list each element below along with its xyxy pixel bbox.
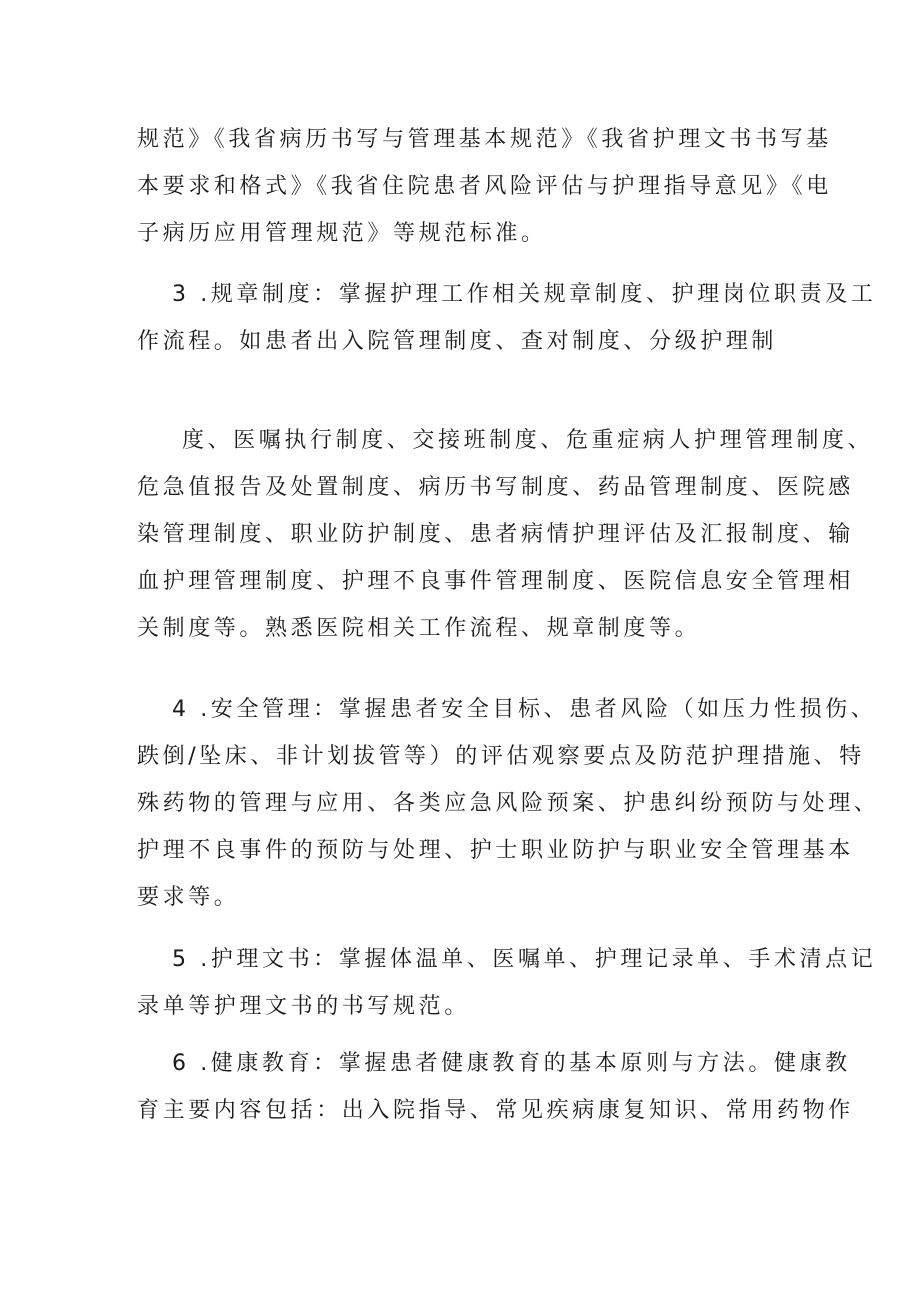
section-heading-line: 6 .健康教育：掌握患者健康教育的基本原则与方法。健康教 xyxy=(172,1051,851,1076)
text-line: 规范》《我省病历书写与管理基本规范》《我省护理文书书写基 xyxy=(137,127,832,152)
text-line: 子病历应用管理规范》等规范标准。 xyxy=(137,221,547,246)
section-heading-line: 5 .护理文书：掌握体温单、医嘱单、护理记录单、手术清点记 xyxy=(172,947,877,972)
text-line: 护理不良事件的预防与处理、护士职业防护与职业安全管理基本 xyxy=(137,838,854,863)
text-line: 度、医嘱执行制度、交接班制度、危重症病人护理管理制度、 xyxy=(182,428,874,453)
paragraph-norms-continued xyxy=(137,116,832,257)
text-line: 作流程。如患者出入院管理制度、查对制度、分级护理制 xyxy=(137,329,778,354)
text-line: 跌倒/坠床、非计划拔管等）的评估观察要点及防范护理措施、特 xyxy=(137,744,865,769)
section-heading-line: 4 .安全管理：掌握患者安全目标、患者风险（如压力性损伤、 xyxy=(172,697,877,722)
text-line: 育主要内容包括：出入院指导、常见疾病康复知识、常用药物作 xyxy=(137,1098,854,1123)
paragraph-section-6 xyxy=(137,1040,854,1134)
text-line: 录单等护理文书的书写规范。 xyxy=(137,994,470,1019)
paragraph-section-3-continued xyxy=(137,417,874,652)
paragraph-section-4 xyxy=(137,686,880,921)
text-line: 关制度等。熟悉医院相关工作流程、规章制度等。 xyxy=(137,616,701,641)
text-line: 殊药物的管理与应用、各类应急风险预案、护患纠纷预防与处理、 xyxy=(137,791,880,816)
paragraph-section-3 xyxy=(137,271,877,365)
text-line: 危急值报告及处置制度、病历书写制度、药品管理制度、医院感 xyxy=(137,475,854,500)
text-line: 血护理管理制度、护理不良事件管理制度、医院信息安全管理相 xyxy=(137,569,854,594)
section-heading-line: 3 .规章制度：掌握护理工作相关规章制度、护理岗位职责及工 xyxy=(172,282,877,307)
paragraph-section-5 xyxy=(137,936,877,1030)
text-line: 染管理制度、职业防护制度、患者病情护理评估及汇报制度、输 xyxy=(137,522,854,547)
text-line: 本要求和格式》《我省住院患者风险评估与护理指导意见》《电 xyxy=(137,174,832,199)
text-line: 要求等。 xyxy=(137,885,240,910)
